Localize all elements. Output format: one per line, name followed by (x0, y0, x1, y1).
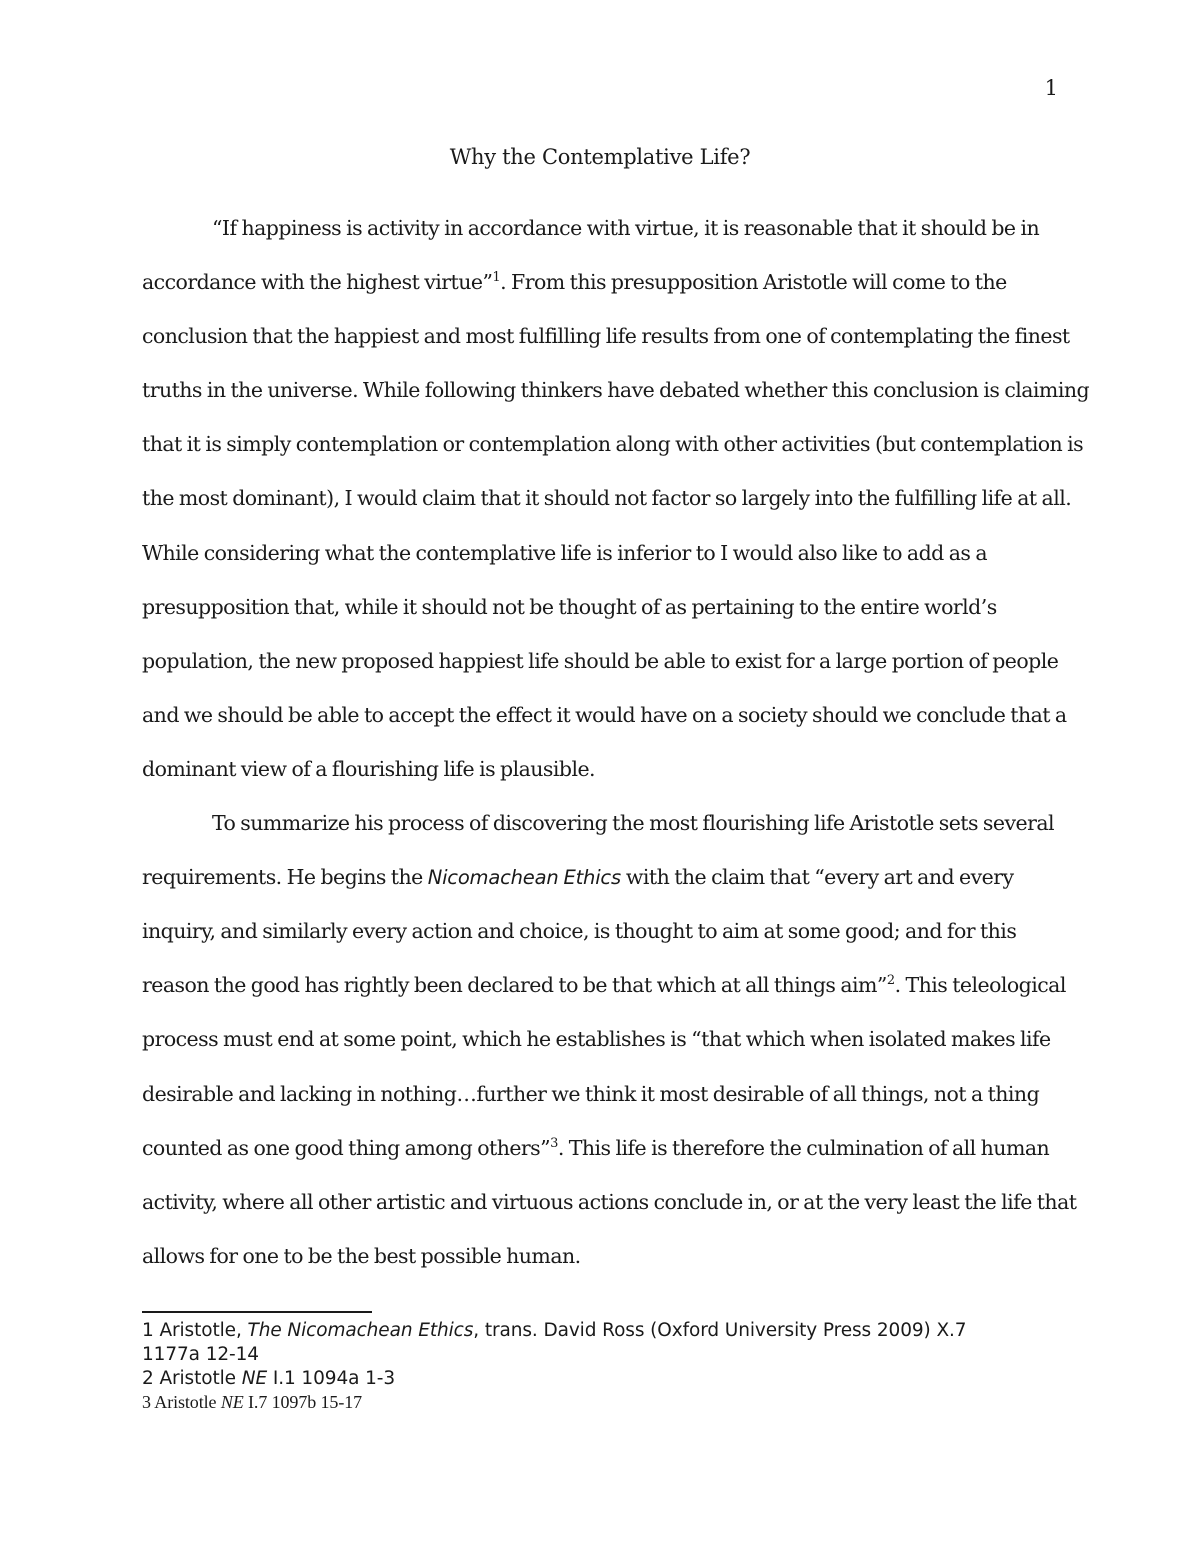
italic-title: Nicomachean Ethics (427, 866, 621, 890)
paragraph-line (142, 580, 1060, 634)
text-run: activity, where all other artistic and virtuous actions conclude in, or at the very least the life that (142, 1189, 1077, 1214)
text-run: I.7 1097b 15-17 (243, 1392, 363, 1412)
text-run: 1177a 12-14 (142, 1344, 259, 1365)
text-run: requirements. He begins the (142, 865, 428, 890)
text-run: accordance with the highest virtue” (142, 270, 493, 295)
text-run: counted as one good thing among others” (142, 1135, 551, 1160)
essay-title: Why the Contemplative Life? (449, 145, 751, 169)
text-run: . This teleological (894, 973, 1066, 998)
text-run: process must end at some point, which he establishes is “that which when isolated makes life (142, 1027, 1051, 1052)
paragraph-line (142, 850, 1060, 904)
text-run: 3 Aristotle (142, 1392, 221, 1412)
paragraph-line (142, 201, 1060, 255)
paragraph-line (142, 471, 1072, 525)
paragraph-line (142, 1121, 1060, 1175)
paragraph-line (142, 688, 1067, 742)
page-number: 1 (1044, 76, 1058, 100)
footnote-line (142, 1319, 1060, 1343)
italic-title: The Nicomachean Ethics (247, 1320, 474, 1341)
paragraph-line (142, 1175, 1077, 1229)
footnote-marker: 2 (886, 973, 895, 989)
text-run: , trans. David Ross (Oxford University Press 2009) X.7 (473, 1320, 967, 1341)
footnote-marker: 3 (550, 1135, 558, 1151)
paragraph-line (142, 526, 1060, 580)
footnote (142, 1391, 1060, 1413)
paragraph-line (142, 1012, 1060, 1066)
paragraph-line (142, 255, 1060, 309)
paragraph-line (142, 904, 1060, 958)
text-run: While considering what the contemplative life is inferior to I would also like to add as a (142, 540, 987, 565)
paragraph-line (142, 1229, 1060, 1283)
paragraph-line (142, 796, 1060, 850)
text-run: truths in the universe. While following thinkers have debated whether this conclusion is claiming (142, 378, 1090, 403)
footnote-line (142, 1367, 1060, 1391)
footnote-separator (142, 1311, 372, 1313)
footnote-line (142, 1343, 1060, 1367)
paragraph-line (142, 309, 1070, 363)
text-run: and we should be able to accept the effect it would have on a society should we conclude that a (142, 702, 1067, 727)
text-run: with the claim that “every art and every (620, 865, 1014, 890)
footnote (142, 1367, 1060, 1391)
paragraph-line (142, 742, 1060, 796)
text-run: reason the good has rightly been declared to be that which at all things aim” (142, 973, 887, 998)
text-run: 2 Aristotle (142, 1368, 242, 1389)
paragraph-line (142, 363, 1090, 417)
footnote (142, 1319, 1060, 1367)
text-run: . From this presupposition Aristotle will come to the (500, 270, 1007, 295)
text-run: dominant view of a flourishing life is plausible. (142, 756, 596, 781)
paragraph-line (142, 1067, 1060, 1121)
text-run: allows for one to be the best possible human. (142, 1243, 581, 1268)
text-run: “If happiness is activity in accordance with virtue, it is reasonable that it should be in (212, 216, 1040, 240)
text-run: . This life is therefore the culmination of all human (557, 1135, 1050, 1160)
text-run: To summarize his process of discovering the most flourishing life Aristotle sets several (212, 811, 1055, 836)
text-run: inquiry, and similarly every action and choice, is thought to aim at some good; and for this (142, 919, 1017, 944)
paragraph-line (142, 417, 1084, 471)
text-run: the most dominant), I would claim that it should not factor so largely into the fulfilling life at all. (142, 486, 1072, 511)
paragraph (142, 796, 1077, 1283)
text-run: conclusion that the happiest and most fulfilling life results from one of contemplating the finest (142, 324, 1070, 349)
essay-body (142, 201, 1090, 1283)
footnotes (142, 1319, 1060, 1413)
text-run: population, the new proposed happiest life should be able to exist for a large portion of people (142, 648, 1059, 673)
text-run: I.1 1094a 1-3 (267, 1368, 396, 1389)
text-run: that it is simply contemplation or contemplation along with other activities (but contemplation is (142, 432, 1084, 457)
paragraph (142, 201, 1090, 796)
footnote-line (142, 1391, 1060, 1413)
text-run: 1 Aristotle, (142, 1320, 248, 1341)
paragraph-line (142, 958, 1066, 1012)
italic-title: NE (220, 1392, 244, 1412)
text-run: desirable and lacking in nothing…further we think it most desirable of all things, not a thing (142, 1081, 1040, 1106)
paragraph-line (142, 634, 1060, 688)
italic-title: NE (241, 1368, 268, 1389)
footnote-marker: 1 (492, 270, 501, 286)
text-run: presupposition that, while it should not be thought of as pertaining to the entire world’s (142, 594, 997, 619)
